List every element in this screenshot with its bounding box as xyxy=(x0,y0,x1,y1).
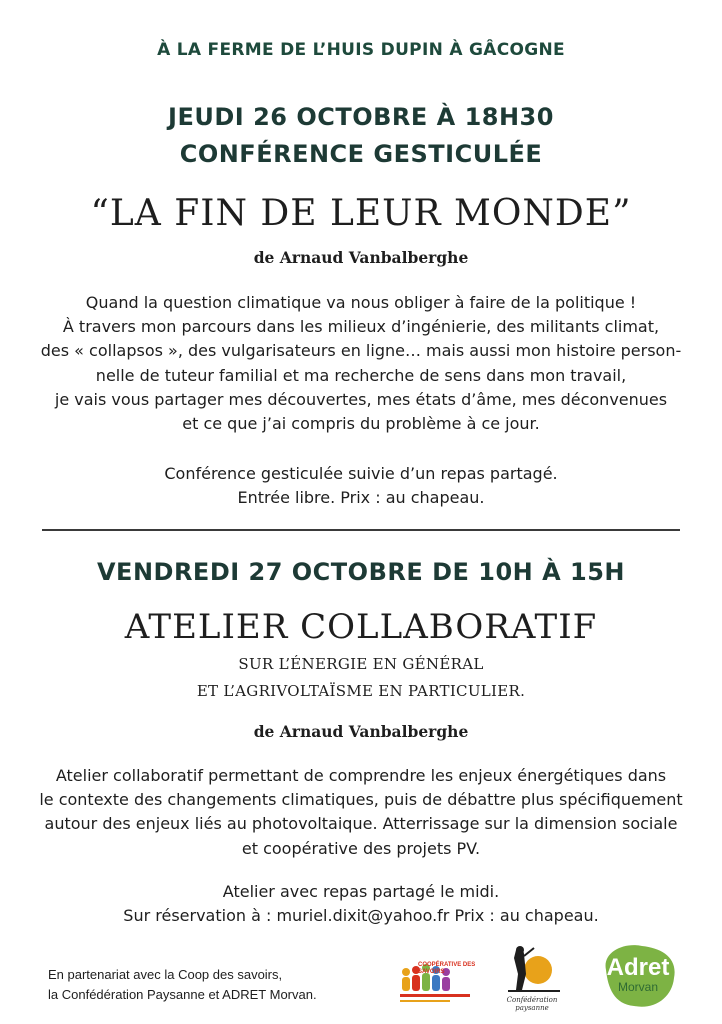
farmer-sun-icon xyxy=(494,944,570,996)
event2-date: VENDREDI 27 OCTOBRE DE 10H À 15H xyxy=(96,558,626,586)
partners-line: la Confédération Paysanne et ADRET Morvan. xyxy=(48,987,317,1002)
coop-logo-text: COOPÉRATIVE DES SAVOIRS xyxy=(418,962,476,975)
section-divider xyxy=(42,529,680,531)
adret-logo-sub-text: Morvan xyxy=(617,980,658,994)
confederation-logo-text: Confédération paysanne xyxy=(506,996,558,1012)
description-line: je vais vous partager mes découvertes, mes états d’âme, mes déconvenues xyxy=(54,389,668,409)
description-line: et coopérative des projets PV. xyxy=(241,838,481,858)
venue-heading: À LA FERME DE L’HUIS DUPIN À GÂCOGNE xyxy=(157,40,565,60)
event2-notes xyxy=(0,880,722,928)
event1-notes xyxy=(0,462,722,510)
adret-morvan-logo xyxy=(596,940,680,1012)
description-line: le contexte des changements climatiques, puis de débattre plus spécifiquement xyxy=(39,790,683,810)
event1-title: “LA FIN DE LEUR MONDE” xyxy=(90,193,632,234)
description-line: autour des enjeux liés au photovoltaique. Atterrissage sur la dimension sociale xyxy=(44,814,678,834)
event2-title: ATELIER COLLABORATIF xyxy=(124,607,598,647)
event2-subtitle-line2: ET L’AGRIVOLTAÏSME EN PARTICULIER. xyxy=(196,682,526,700)
description-line: et ce que j’ai compris du problème à ce jour. xyxy=(182,414,540,434)
description-line: nelle de tuteur familial et ma recherche de sens dans mon travail, xyxy=(95,365,627,385)
coop-people-icon xyxy=(398,950,480,1012)
adret-logo-main-text: Adret xyxy=(606,954,670,981)
event2-description xyxy=(0,764,722,861)
description-line: des « collapsos », des vulgarisateurs en ligne… mais aussi mon histoire person- xyxy=(40,341,682,361)
event2-subtitle-line1: SUR L’ÉNERGIE EN GÉNÉRAL xyxy=(238,655,484,673)
note-line: Atelier avec repas partagé le midi. xyxy=(222,882,500,901)
event1-description xyxy=(0,291,722,436)
description-line: À travers mon parcours dans les milieux d’ingénierie, des militants climat, xyxy=(62,317,660,337)
coop-des-savoirs-logo xyxy=(398,950,480,1012)
note-line: Entrée libre. Prix : au chapeau. xyxy=(237,488,485,508)
event1-date: JEUDI 26 OCTOBRE À 18H30 xyxy=(168,103,554,131)
description-line: Atelier collaboratif permettant de comprendre les enjeux énergétiques dans xyxy=(55,766,667,785)
partners-text xyxy=(48,965,317,1005)
event2-author: de Arnaud Vanbalberghe xyxy=(253,722,469,741)
partners-line: En partenariat avec la Coop des savoirs, xyxy=(48,967,283,982)
event1-kind: CONFÉRENCE GESTICULÉE xyxy=(179,140,543,168)
confederation-paysanne-logo xyxy=(494,944,570,1014)
note-line: Conférence gesticulée suivie d’un repas partagé. xyxy=(164,464,558,483)
description-line: Quand la question climatique va nous obliger à faire de la politique ! xyxy=(85,293,637,312)
note-line: Sur réservation à : muriel.dixit@yahoo.fr Prix : au chapeau. xyxy=(123,906,599,926)
event1-author: de Arnaud Vanbalberghe xyxy=(253,248,469,267)
